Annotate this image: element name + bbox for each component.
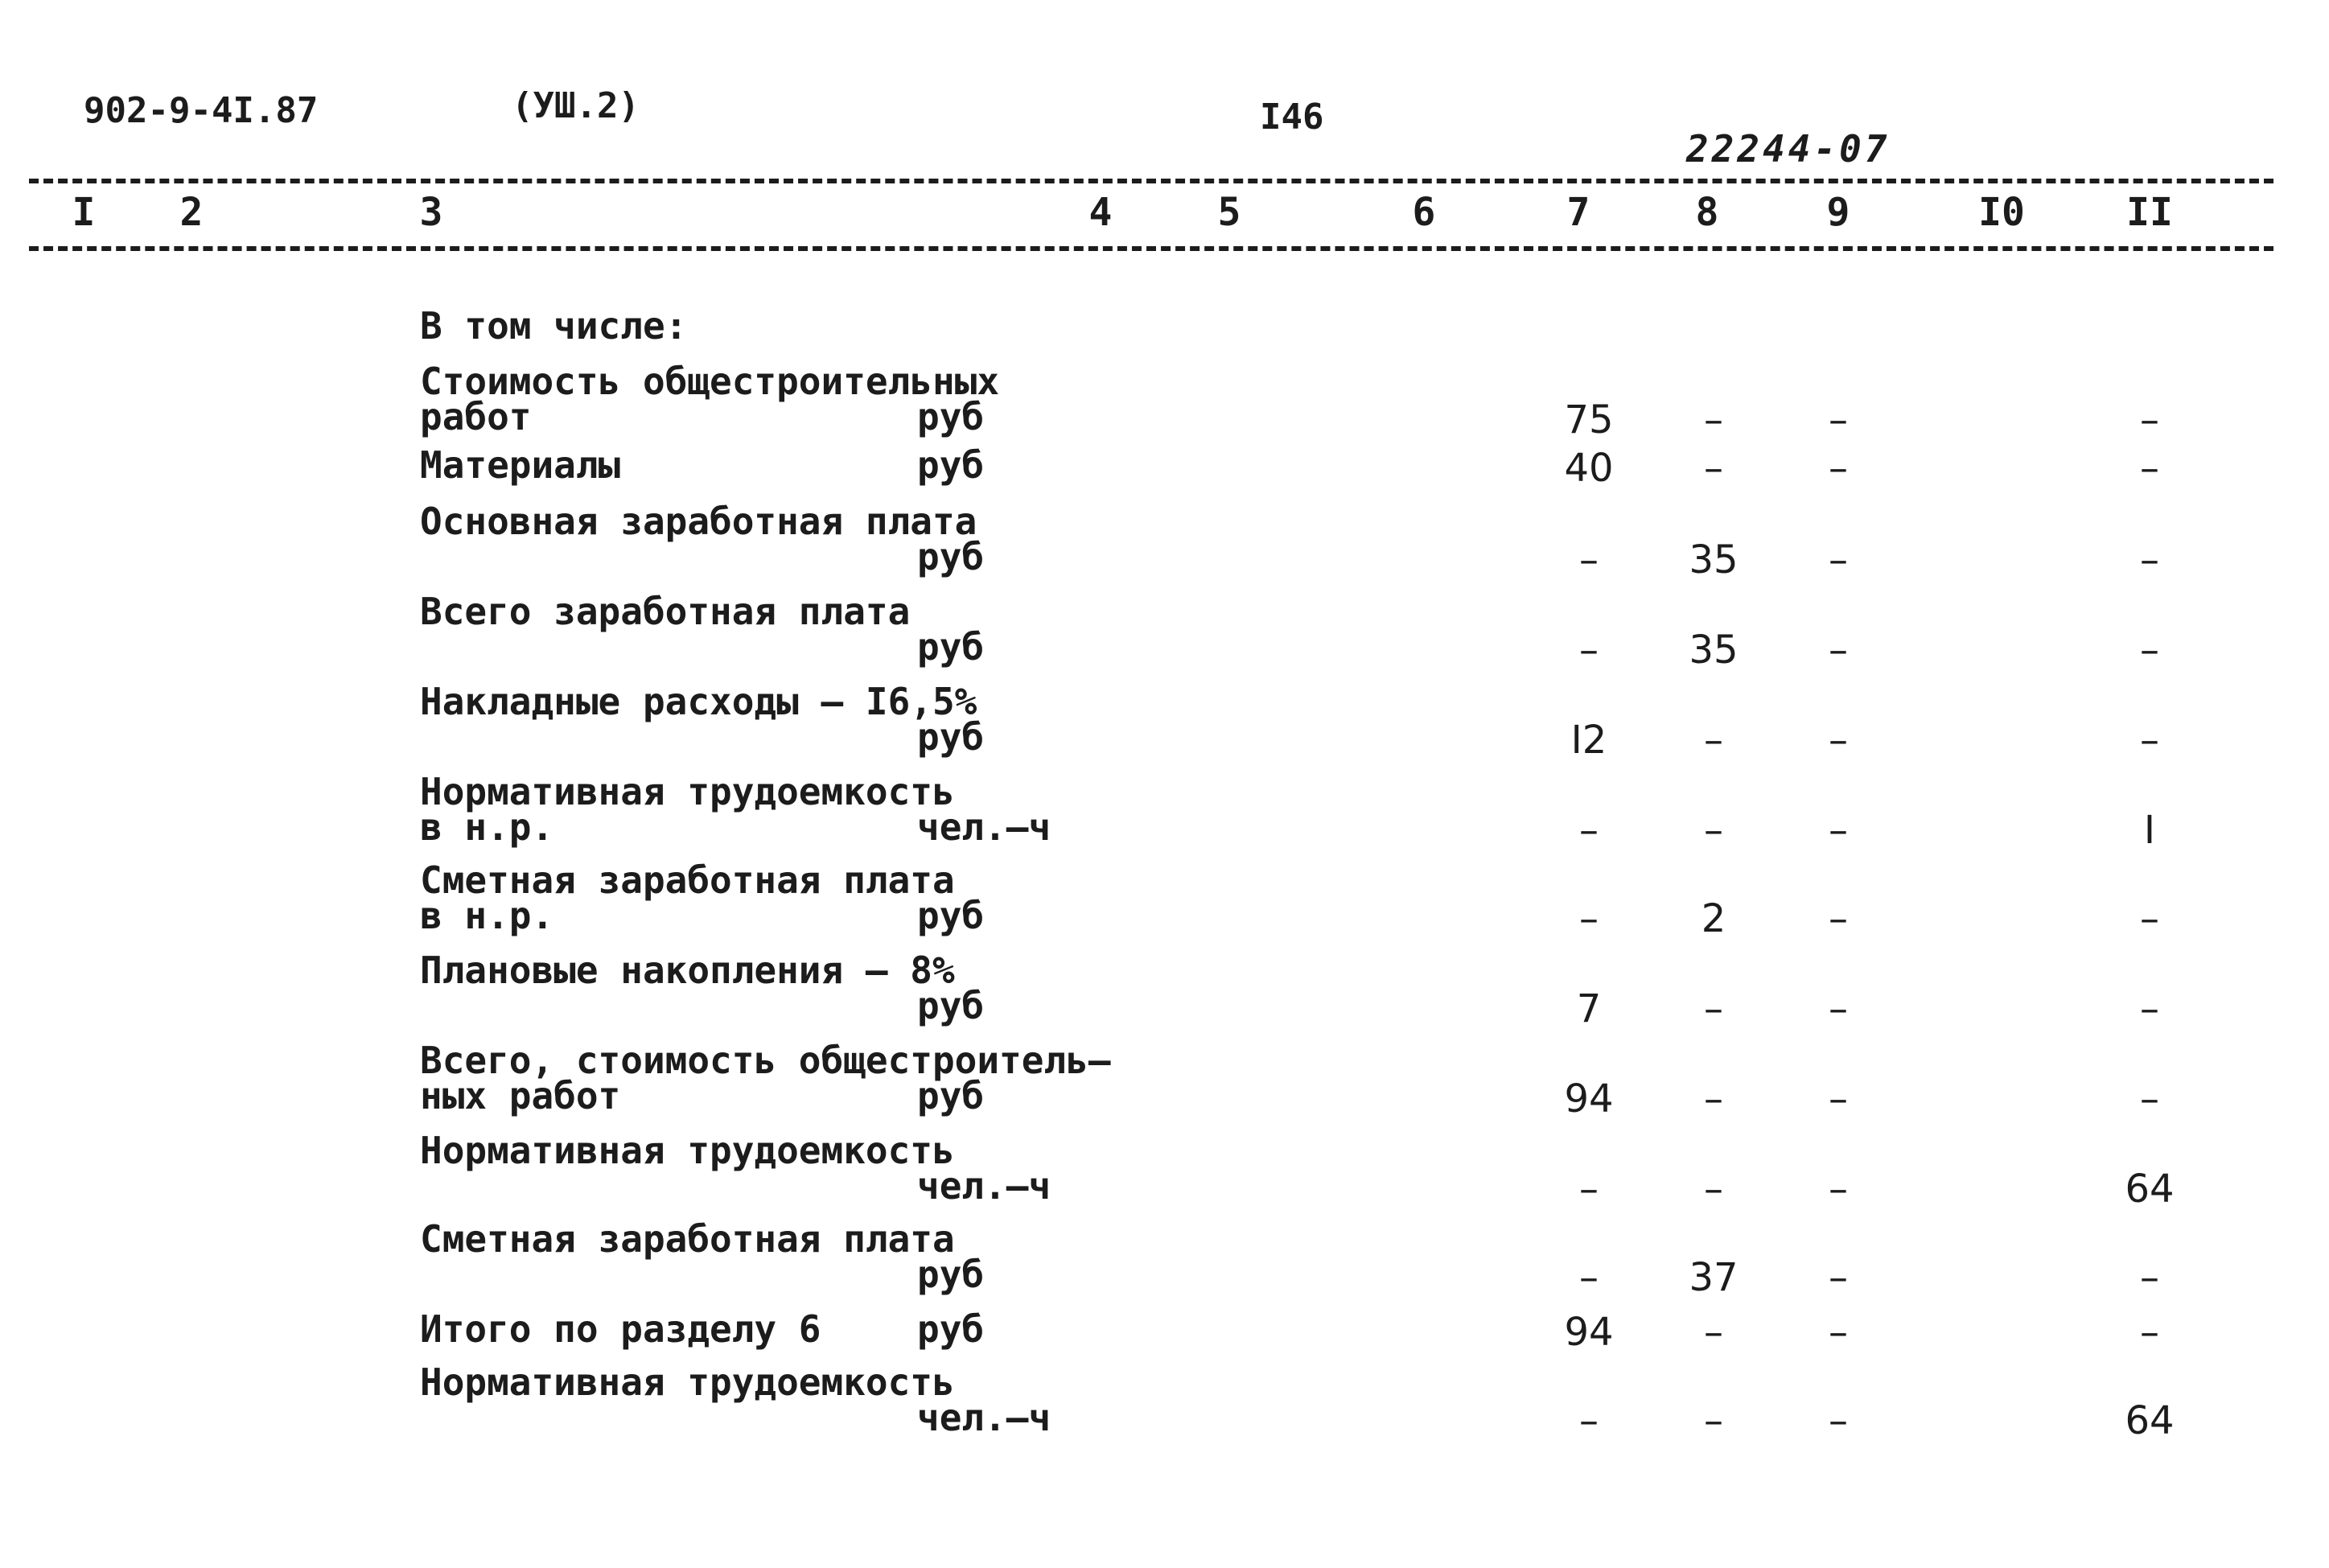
row-unit: руб xyxy=(917,894,985,937)
cell-col-11: – xyxy=(2140,537,2159,582)
cell-col-11: – xyxy=(2140,986,2159,1031)
cell-col-8: – xyxy=(1704,1167,1723,1212)
column-number: 3 xyxy=(419,190,443,235)
cell-col-9: – xyxy=(1829,537,1848,582)
cell-col-11: – xyxy=(2140,1310,2159,1355)
header-bottom-rule xyxy=(29,246,2273,251)
column-number: 9 xyxy=(1826,190,1850,235)
cell-col-11: 64 xyxy=(2125,1398,2175,1443)
cell-col-7: 40 xyxy=(1564,446,1614,491)
row-label: Нормативная трудоемкость xyxy=(420,770,955,813)
cell-col-11: 64 xyxy=(2125,1167,2175,1212)
row-unit: чел.–ч xyxy=(917,1396,1051,1439)
intro-label: В том числе: xyxy=(420,304,688,348)
row-unit: руб xyxy=(917,535,985,578)
row-label: Сметная заработная плата xyxy=(420,1217,955,1261)
cell-col-9: – xyxy=(1829,446,1848,491)
cell-col-9: – xyxy=(1829,1167,1848,1212)
row-unit: руб xyxy=(917,625,985,669)
cell-col-7: – xyxy=(1579,896,1599,941)
cell-col-7: – xyxy=(1579,1167,1599,1212)
cell-col-8: – xyxy=(1704,397,1723,442)
archive-stamp: 22244-07 xyxy=(1686,127,1891,171)
cell-col-8: – xyxy=(1704,1076,1723,1121)
cell-col-7: 7 xyxy=(1576,986,1602,1031)
cell-col-8: – xyxy=(1704,808,1723,853)
cell-col-8: – xyxy=(1704,446,1723,491)
row-label: Нормативная трудоемкость xyxy=(420,1360,955,1404)
cell-col-8: 2 xyxy=(1701,896,1726,941)
cell-col-7: – xyxy=(1579,808,1599,853)
cell-col-11: – xyxy=(2140,718,2159,763)
row-label: Всего заработная плата xyxy=(420,590,911,633)
row-unit: чел.–ч xyxy=(917,805,1051,849)
cell-col-8: – xyxy=(1704,718,1723,763)
row-unit: руб xyxy=(917,715,985,759)
row-label: Сметная заработная плата xyxy=(420,858,955,902)
cell-col-7: 94 xyxy=(1564,1076,1614,1121)
row-label: Нормативная трудоемкость xyxy=(420,1129,955,1172)
row-label-continuation: в н.р. xyxy=(420,894,554,937)
row-label: Итого по разделу 6 xyxy=(420,1307,821,1351)
column-number: I0 xyxy=(1978,190,2025,235)
cell-col-11: – xyxy=(2140,896,2159,941)
cell-col-9: – xyxy=(1829,1076,1848,1121)
cell-col-9: – xyxy=(1829,1310,1848,1355)
cell-col-9: – xyxy=(1829,628,1848,673)
cell-col-7: 94 xyxy=(1564,1310,1614,1355)
header-top-rule xyxy=(29,179,2273,183)
column-number: 6 xyxy=(1412,190,1436,235)
cell-col-11: – xyxy=(2140,628,2159,673)
column-number: II xyxy=(2126,190,2173,235)
cell-col-9: – xyxy=(1829,397,1848,442)
column-number: 4 xyxy=(1088,190,1113,235)
row-label-continuation: работ xyxy=(420,395,532,438)
cell-col-11: – xyxy=(2140,1076,2159,1121)
cell-col-11: I xyxy=(2143,808,2156,853)
column-number: 7 xyxy=(1566,190,1590,235)
row-label: Стоимость общестроительных xyxy=(420,360,1000,403)
row-label: Материалы xyxy=(420,443,621,487)
cell-col-7: 75 xyxy=(1564,397,1614,442)
cell-col-8: – xyxy=(1704,1398,1723,1443)
column-number: 2 xyxy=(179,190,204,235)
row-label: Всего, стоимость общестроитель– xyxy=(420,1039,1111,1082)
cell-col-9: – xyxy=(1829,1255,1848,1300)
column-number: I xyxy=(72,190,96,235)
cell-col-7: – xyxy=(1579,628,1599,673)
cell-col-8: 35 xyxy=(1689,628,1739,673)
cell-col-9: – xyxy=(1829,1398,1848,1443)
cell-col-9: – xyxy=(1829,896,1848,941)
row-unit: чел.–ч xyxy=(917,1164,1051,1208)
row-unit: руб xyxy=(917,1074,985,1117)
row-unit: руб xyxy=(917,1253,985,1296)
section-code: (УШ.2) xyxy=(512,85,640,126)
cell-col-9: – xyxy=(1829,986,1848,1031)
row-label: Основная заработная плата xyxy=(420,500,977,543)
cell-col-7: – xyxy=(1579,1398,1599,1443)
row-unit: руб xyxy=(917,395,985,438)
cell-col-9: – xyxy=(1829,718,1848,763)
row-label: Накладные расходы – I6,5% xyxy=(420,680,977,723)
page-number: I46 xyxy=(1260,97,1324,138)
cell-col-8: – xyxy=(1704,986,1723,1031)
cell-col-8: 35 xyxy=(1689,537,1739,582)
cell-col-7: – xyxy=(1579,537,1599,582)
cell-col-8: – xyxy=(1704,1310,1723,1355)
cell-col-11: – xyxy=(2140,397,2159,442)
cell-col-11: – xyxy=(2140,446,2159,491)
column-number: 8 xyxy=(1695,190,1719,235)
row-unit: руб xyxy=(917,984,985,1027)
row-unit: руб xyxy=(917,443,985,487)
cell-col-9: – xyxy=(1829,808,1848,853)
cell-col-7: – xyxy=(1579,1255,1599,1300)
row-label-continuation: ных работ xyxy=(420,1074,621,1117)
document-code: 902-9-4I.87 xyxy=(84,90,319,131)
cell-col-11: – xyxy=(2140,1255,2159,1300)
row-label: Плановые накопления – 8% xyxy=(420,949,955,992)
cell-col-8: 37 xyxy=(1689,1255,1739,1300)
cell-col-7: I2 xyxy=(1570,718,1607,763)
column-number: 5 xyxy=(1217,190,1241,235)
row-unit: руб xyxy=(917,1307,985,1351)
row-label-continuation: в н.р. xyxy=(420,805,554,849)
